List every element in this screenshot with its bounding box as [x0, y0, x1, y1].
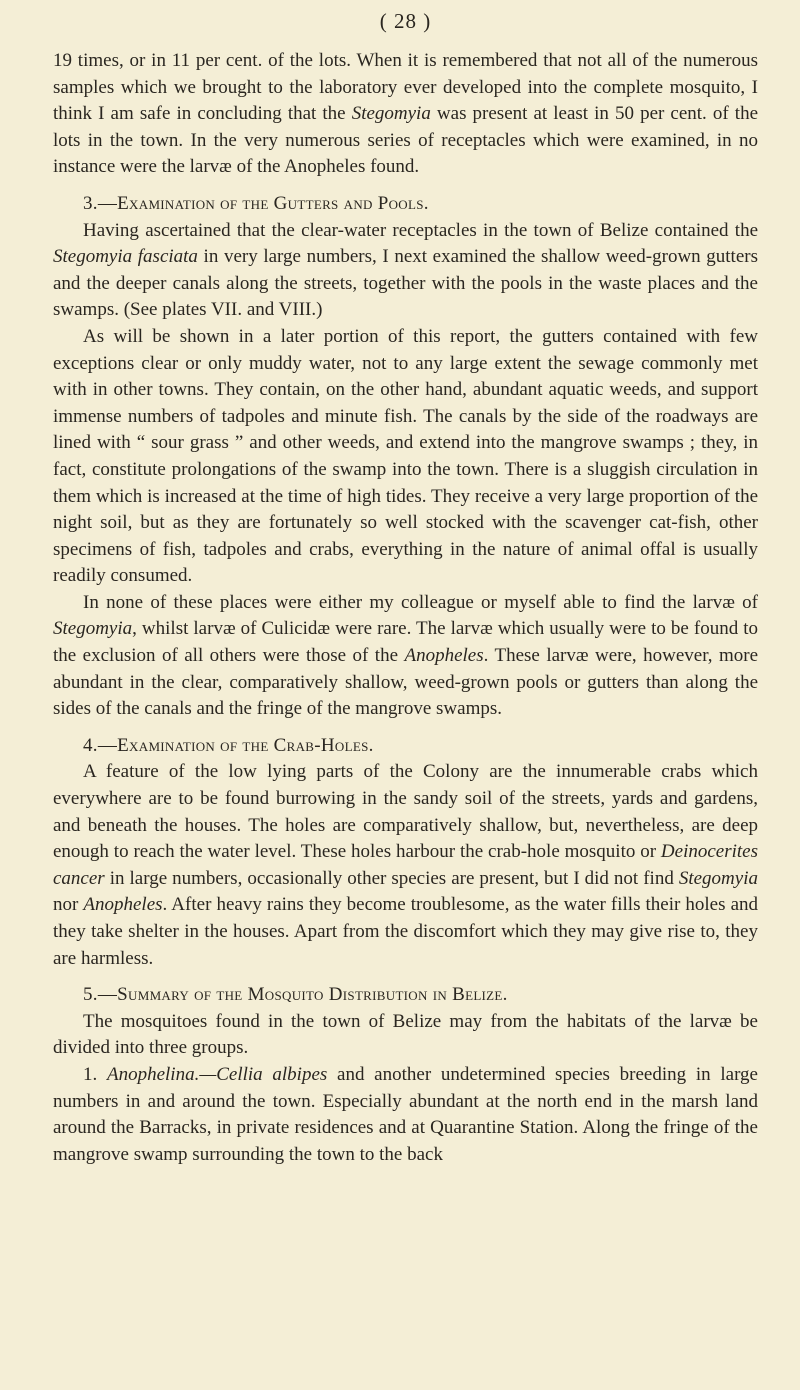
text-run: . After heavy rains they become troublesome, as the water fills their holes and they take shelter in the houses. Apart from the discomfort which they may give rise to, they are harmless.: [53, 894, 759, 969]
text-run: , whilst larvæ of Culicidæ were rare. The larvæ which usually were to be found to the exclusion of all others were those of the: [53, 618, 758, 667]
section-heading: [83, 982, 758, 1009]
italic-text: Stegomyia: [678, 867, 758, 889]
section-number: 3.—: [83, 192, 118, 214]
text-run: . These larvæ were, however, more abundant in the clear, comparatively shallow, weed-grown pools or gutters than along the sides of the canals and the fringe of the mangrove swamps.: [53, 645, 759, 720]
text-run: in large numbers, occasionally other species are present, but I did not find: [104, 867, 679, 889]
text-run: was present at least in 50 per cent. of the lots in the town. In the very numerous series of receptacles which were examined, in no instance were the larvæ of the Anopheles found.: [53, 103, 758, 178]
section-heading: [83, 733, 758, 760]
paragraph: [53, 324, 758, 590]
italic-text: Stegomyia fasciata: [53, 246, 198, 268]
text-run: A feature of the low lying parts of the Colony are the innumerable crabs which everywhere are to be found burrowing in the sandy soil of the streets, yards and gardens, and beneath the houses. The holes are comparatively shallow, but, nevertheless, are deep enough to reach the water level. These holes harbour the crab-hole mosquito or: [53, 761, 758, 863]
text-run: in very large numbers, I next examined the shallow weed-grown gutters and the deeper canals along the streets, together with the pools in the waste places and the swamps. (See plates VII. and VIII.): [53, 246, 758, 321]
text-run: and another undetermined species breeding in large numbers in and around the town. Especially abundant at the north end in the marsh land around the Barracks, in private residences and at Quarantine Station. Along the fringe of the mangrove swamp surrounding the town to the back: [53, 1063, 758, 1165]
section-heading: [83, 191, 758, 218]
text-run: nor: [53, 894, 84, 916]
text-run: 1.: [83, 1063, 107, 1085]
paragraph: [53, 48, 758, 181]
paragraph: [53, 1062, 758, 1168]
paragraph: [53, 1009, 758, 1062]
italic-text: Anopheles: [83, 894, 163, 916]
paragraph: [53, 218, 758, 324]
section-title: Examination of the Crab-Holes.: [117, 734, 374, 756]
paragraph: [53, 590, 758, 723]
page-number: ( 28 ): [379, 9, 432, 33]
section-number: 5.—: [83, 984, 118, 1006]
italic-text: Stegomyia: [53, 618, 133, 640]
text-run: As will be shown in a later portion of this report, the gutters contained with few exceptions clear or only muddy water, not to any large extent the sewage commonly met with in other towns. They contain, on the other hand, abundant aquatic weeds, and support immense numbers of tadpoles and minute fish. The canals by the side of the roadways are lined with “ sour grass ” and other weeds, and extend into the mangrove swamps ; they, in fact, constitute prolongations of the swamp into the town. There is a sluggish circulation in them which is increased at the time of high tides. They receive a very large proportion of the night soil, but as they are fortunately so well stocked with the scavenger cat-fish, other specimens of fish, tadpoles and crabs, everything in the nature of animal offal is usually readily consumed.: [53, 325, 758, 587]
text-run: Having ascertained that the clear-water receptacles in the town of Belize contained the: [83, 219, 758, 241]
paragraph: [53, 759, 758, 972]
section-number: 4.—: [83, 734, 118, 756]
text-run: The mosquitoes found in the town of Belize may from the habitats of the larvæ be divided into three groups.: [53, 1010, 758, 1059]
italic-text: Anopheles: [404, 645, 484, 667]
text-run: In none of these places were either my colleague or myself able to find the larvæ of: [83, 591, 758, 613]
italic-text: Stegomyia: [351, 103, 431, 125]
text-run: 19 times, or in 11 per cent. of the lots. When it is remembered that not all of the numerous samples which we brought to the laboratory ever developed into the complete mosquito, I think I am safe in concluding that the: [53, 50, 758, 125]
section-title: Examination of the Gutters and Pools.: [117, 192, 429, 214]
section-title: Summary of the Mosquito Distribution in Belize.: [117, 984, 508, 1006]
italic-text: Deinocerites cancer: [53, 841, 758, 889]
page-body: [53, 48, 758, 1168]
document-page: [53, 8, 758, 1168]
italic-text: Anophelina.—Cellia albipes: [106, 1063, 328, 1085]
